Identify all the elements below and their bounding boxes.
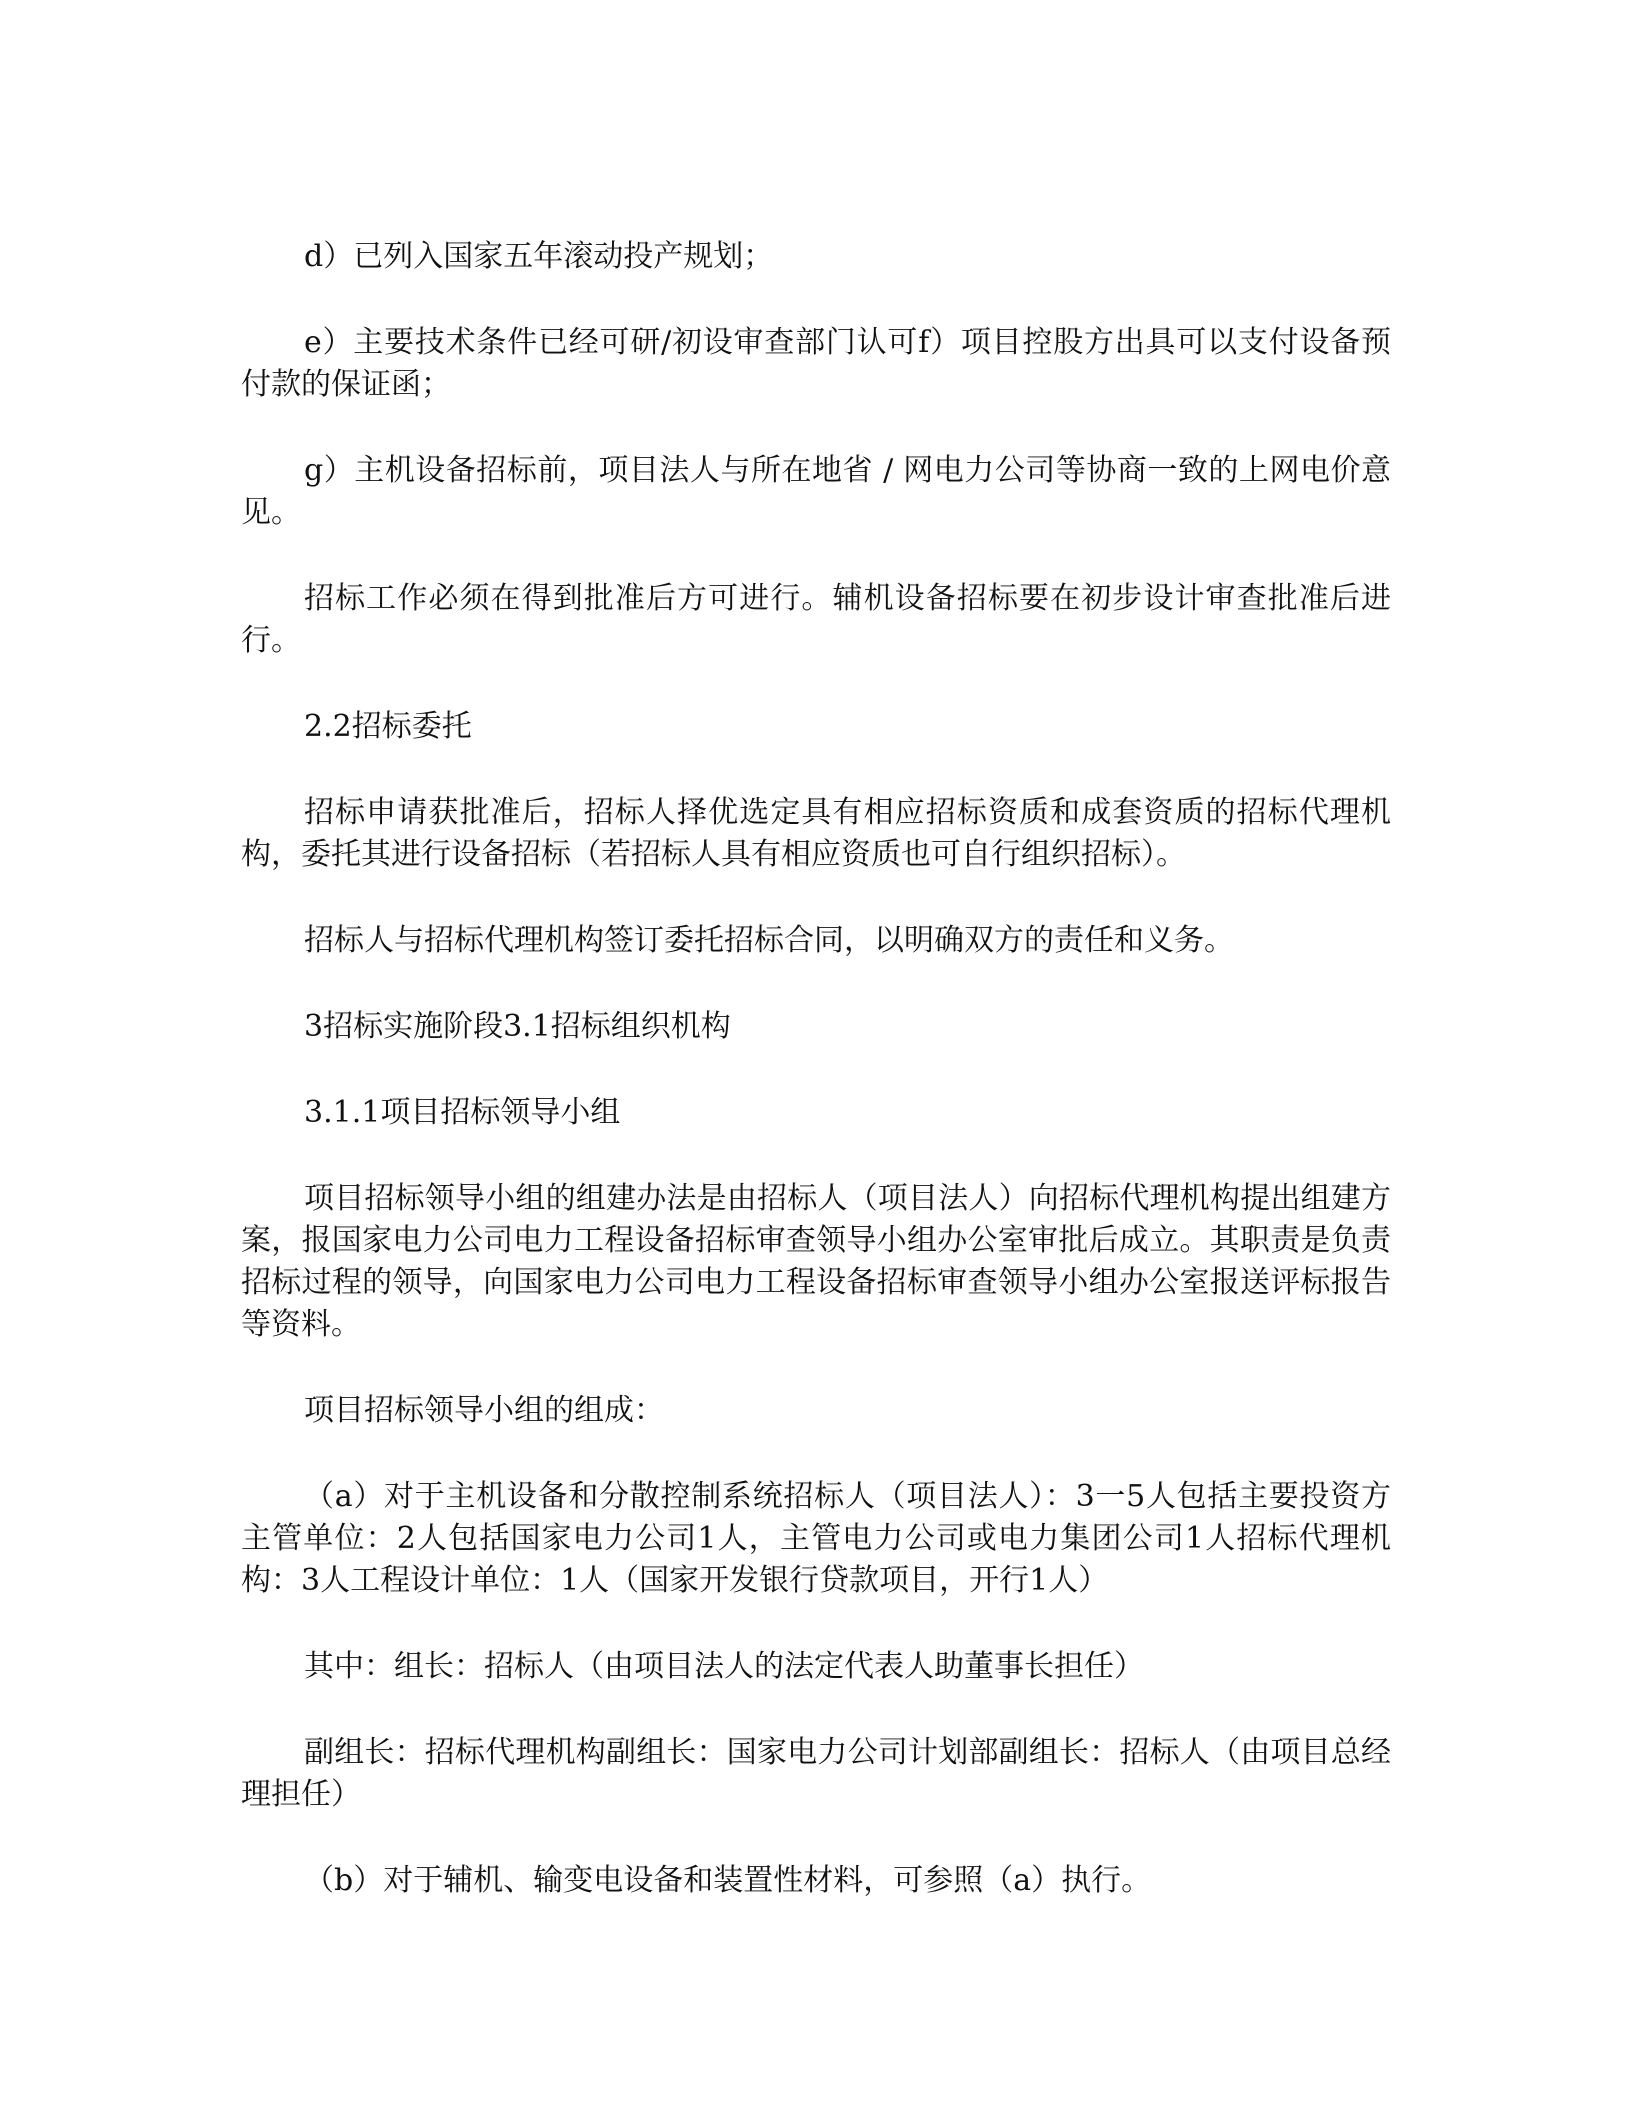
paragraph-item-a: （a）对于主机设备和分散控制系统招标人（项目法人）：3一5人包括主要投资方主管单位：2人包括国家电力公司1人，主管电力公司或电力集团公司1人招标代理机构：3人工程设计单位：1人（国家开发银行贷款项目，开行1人） [241, 1479, 1391, 1598]
paragraph-deputy-leaders: 副组长：招标代理机构副组长：国家电力公司计划部副组长：招标人（由项目总经理担任） [241, 1735, 1391, 1812]
section-heading-3-1-1: 3.1.1项目招标领导小组 [304, 1095, 621, 1130]
paragraph-agency-selection: 招标申请获批准后，招标人择优选定具有相应招标资质和成套资质的招标代理机构，委托其进行设备招标（若招标人具有相应资质也可自行组织招标）。 [241, 795, 1391, 872]
paragraph-item-d: d）已列入国家五年滚动投产规划； [304, 239, 774, 274]
section-heading-2-2: 2.2招标委托 [304, 709, 472, 744]
paragraph-group-composition-title: 项目招标领导小组的组成： [304, 1393, 664, 1428]
paragraph-leadership-group: 项目招标领导小组的组建办法是由招标人（项目法人）向招标代理机构提出组建方案，报国家电力公司电力工程设备招标审查领导小组办公室审批后成立。其职责是负责招标过程的领导，向国家电力公司电力工程设备招标审查领导小组办公室报送评标报告等资料。 [241, 1181, 1391, 1342]
paragraph-item-e-f: e）主要技术条件已经可研/初设审查部门认可f）项目控股方出具可以支付设备预付款的保证函； [241, 325, 1391, 402]
paragraph-approval-note: 招标工作必须在得到批准后方可进行。辅机设备招标要在初步设计审查批准后进行。 [241, 581, 1391, 658]
paragraph-item-g: g）主机设备招标前，项目法人与所在地省 / 网电力公司等协商一致的上网电价意见。 [241, 453, 1391, 530]
paragraph-item-b: （b）对于辅机、输变电设备和装置性材料，可参照（a）执行。 [304, 1863, 1152, 1898]
section-heading-3-3-1: 3招标实施阶段3.1招标组织机构 [304, 1009, 731, 1044]
paragraph-group-leader: 其中：组长：招标人（由项目法人的法定代表人助董事长担任） [304, 1649, 1144, 1684]
paragraph-contract-signing: 招标人与招标代理机构签订委托招标合同，以明确双方的责任和义务。 [304, 923, 1234, 958]
document-body [241, 236, 1391, 1902]
